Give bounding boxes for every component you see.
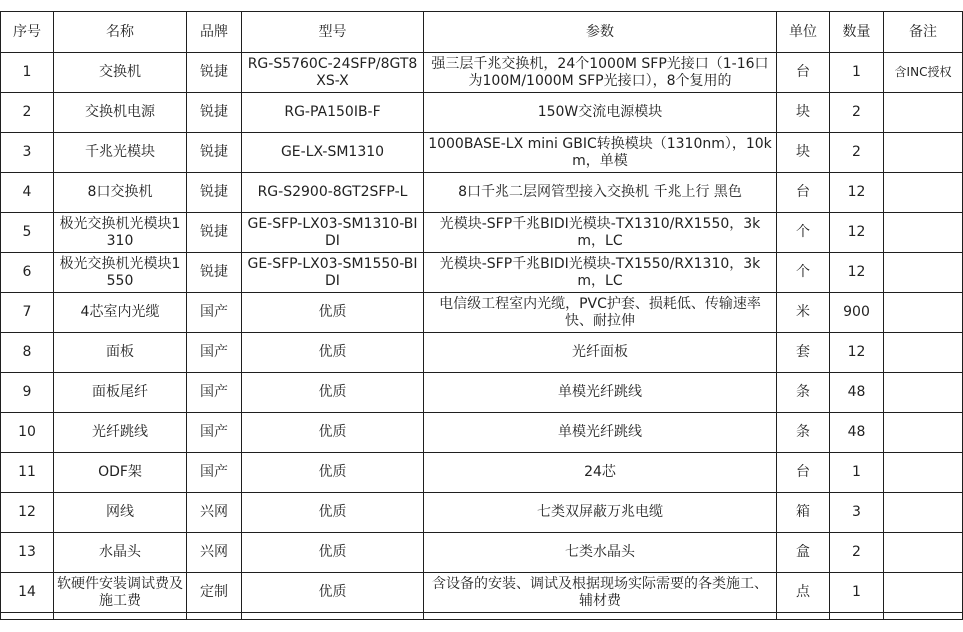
empty-cell[interactable]: [1, 613, 54, 620]
table-row: [1, 53, 963, 93]
header-row: [1, 12, 963, 53]
cell-spec[interactable]: 光纤面板: [424, 333, 777, 373]
cell-note[interactable]: [884, 173, 963, 213]
cell-name[interactable]: 面板: [54, 333, 187, 373]
cell-unit[interactable]: 块: [777, 93, 830, 133]
cell-no[interactable]: 7: [1, 293, 54, 333]
cell-brand[interactable]: 国产: [187, 453, 242, 493]
cell-no[interactable]: 2: [1, 93, 54, 133]
cell-model[interactable]: GE-SFP-LX03-SM1550-BIDI: [242, 253, 424, 293]
cell-name[interactable]: 交换机电源: [54, 93, 187, 133]
cell-brand[interactable]: 兴网: [187, 493, 242, 533]
header-cell-brand[interactable]: 品牌: [187, 12, 242, 53]
empty-cell[interactable]: [830, 613, 884, 620]
cell-qty[interactable]: 1: [830, 573, 884, 613]
empty-cell[interactable]: [424, 613, 777, 620]
cell-qty[interactable]: 1: [830, 453, 884, 493]
header-cell-no[interactable]: 序号: [1, 12, 54, 53]
table-row: [1, 293, 963, 333]
cell-note[interactable]: [884, 93, 963, 133]
cell-note[interactable]: [884, 333, 963, 373]
cell-unit[interactable]: 盒: [777, 533, 830, 573]
cell-qty[interactable]: 1: [830, 53, 884, 93]
table-row: [1, 373, 963, 413]
cell-spec[interactable]: 24芯: [424, 453, 777, 493]
table-row: [1, 213, 963, 253]
table-row: [1, 533, 963, 573]
cell-qty[interactable]: 12: [830, 253, 884, 293]
cell-no[interactable]: 13: [1, 533, 54, 573]
cell-unit[interactable]: 箱: [777, 493, 830, 533]
cell-name[interactable]: 千兆光模块: [54, 133, 187, 173]
cell-unit[interactable]: 套: [777, 333, 830, 373]
cell-note[interactable]: [884, 293, 963, 333]
cell-note[interactable]: [884, 493, 963, 533]
cell-brand[interactable]: 国产: [187, 293, 242, 333]
cell-name[interactable]: 面板尾纤: [54, 373, 187, 413]
cell-no[interactable]: 12: [1, 493, 54, 533]
cell-unit[interactable]: 台: [777, 453, 830, 493]
cell-spec[interactable]: 含设备的安装、调试及根据现场实际需要的各类施工、辅材费: [424, 573, 777, 613]
cell-no[interactable]: 1: [1, 53, 54, 93]
cell-note[interactable]: [884, 453, 963, 493]
cell-no[interactable]: 3: [1, 133, 54, 173]
table-row: [1, 133, 963, 173]
cell-no[interactable]: 10: [1, 413, 54, 453]
cell-brand[interactable]: 锐捷: [187, 93, 242, 133]
cell-brand[interactable]: 锐捷: [187, 253, 242, 293]
cell-brand[interactable]: 锐捷: [187, 133, 242, 173]
cell-name[interactable]: 软硬件安装调试费及施工费: [54, 573, 187, 613]
cell-name[interactable]: 4芯室内光缆: [54, 293, 187, 333]
cell-qty[interactable]: 12: [830, 213, 884, 253]
cell-model[interactable]: 优质: [242, 533, 424, 573]
cell-model[interactable]: RG-PA150IB-F: [242, 93, 424, 133]
cell-qty[interactable]: 2: [830, 533, 884, 573]
cell-model[interactable]: 优质: [242, 413, 424, 453]
cell-spec[interactable]: 电信级工程室内光缆，PVC护套、损耗低、传输速率快、耐拉伸: [424, 293, 777, 333]
cell-model[interactable]: 优质: [242, 333, 424, 373]
cell-brand[interactable]: 国产: [187, 413, 242, 453]
cell-name[interactable]: 极光交换机光模块1550: [54, 253, 187, 293]
header-cell-qty[interactable]: 数量: [830, 12, 884, 53]
cell-unit[interactable]: 点: [777, 573, 830, 613]
table-row: [1, 173, 963, 213]
cell-brand[interactable]: 定制: [187, 573, 242, 613]
cell-model[interactable]: 优质: [242, 493, 424, 533]
empty-cell[interactable]: [884, 613, 963, 620]
cell-spec[interactable]: 单模光纤跳线: [424, 373, 777, 413]
cell-unit[interactable]: 块: [777, 133, 830, 173]
cell-unit[interactable]: 个: [777, 253, 830, 293]
header-cell-note[interactable]: 备注: [884, 12, 963, 53]
cell-qty[interactable]: 900: [830, 293, 884, 333]
cell-note[interactable]: [884, 133, 963, 173]
cell-note[interactable]: [884, 573, 963, 613]
cell-spec[interactable]: 强三层千兆交换机，24个1000M SFP光接口（1-16口为100M/1000M SFP光接口），8个复用的: [424, 53, 777, 93]
cell-qty[interactable]: 12: [830, 333, 884, 373]
cell-qty[interactable]: 48: [830, 373, 884, 413]
cell-name[interactable]: 交换机: [54, 53, 187, 93]
cell-note[interactable]: [884, 533, 963, 573]
cell-unit[interactable]: 个: [777, 213, 830, 253]
cell-no[interactable]: 11: [1, 453, 54, 493]
cell-note[interactable]: 含INC授权: [884, 53, 963, 93]
cell-unit[interactable]: 台: [777, 53, 830, 93]
cell-qty[interactable]: 12: [830, 173, 884, 213]
cell-brand[interactable]: 国产: [187, 373, 242, 413]
cell-name[interactable]: ODF架: [54, 453, 187, 493]
cell-spec[interactable]: 光模块-SFP千兆BIDI光模块-TX1550/RX1310，3km，LC: [424, 253, 777, 293]
cell-model[interactable]: RG-S5760C-24SFP/8GT8XS-X: [242, 53, 424, 93]
header-cell-name[interactable]: 名称: [54, 12, 187, 53]
cell-brand[interactable]: 锐捷: [187, 173, 242, 213]
cell-name[interactable]: 光纤跳线: [54, 413, 187, 453]
table-row-partial: [1, 613, 963, 620]
cell-model[interactable]: GE-SFP-LX03-SM1310-BIDI: [242, 213, 424, 253]
empty-cell[interactable]: [54, 613, 187, 620]
cell-name[interactable]: 水晶头: [54, 533, 187, 573]
cell-brand[interactable]: 锐捷: [187, 213, 242, 253]
header-cell-spec[interactable]: 参数: [424, 12, 777, 53]
empty-cell[interactable]: [187, 613, 242, 620]
cell-model[interactable]: 优质: [242, 453, 424, 493]
table-row: [1, 573, 963, 613]
cell-qty[interactable]: 2: [830, 93, 884, 133]
header-cell-unit[interactable]: 单位: [777, 12, 830, 53]
equipment-table: [0, 11, 963, 620]
cell-spec[interactable]: 8口千兆二层网管型接入交换机 千兆上行 黑色: [424, 173, 777, 213]
cell-qty[interactable]: 48: [830, 413, 884, 453]
table-row: [1, 333, 963, 373]
cell-name[interactable]: 网线: [54, 493, 187, 533]
cell-brand[interactable]: 国产: [187, 333, 242, 373]
cell-unit[interactable]: 条: [777, 373, 830, 413]
cell-no[interactable]: 6: [1, 253, 54, 293]
cell-note[interactable]: [884, 373, 963, 413]
cell-spec[interactable]: 1000BASE-LX mini GBIC转换模块（1310nm），10km，单模: [424, 133, 777, 173]
cell-brand[interactable]: 兴网: [187, 533, 242, 573]
empty-cell[interactable]: [242, 613, 424, 620]
cell-no[interactable]: 4: [1, 173, 54, 213]
cell-note[interactable]: [884, 253, 963, 293]
table-row: [1, 493, 963, 533]
table-row: [1, 253, 963, 293]
cell-qty[interactable]: 2: [830, 133, 884, 173]
cell-note[interactable]: [884, 213, 963, 253]
table-row: [1, 93, 963, 133]
empty-cell[interactable]: [777, 613, 830, 620]
table-row: [1, 453, 963, 493]
header-cell-model[interactable]: 型号: [242, 12, 424, 53]
table-row: [1, 413, 963, 453]
cell-model[interactable]: 优质: [242, 293, 424, 333]
cell-spec[interactable]: 光模块-SFP千兆BIDI光模块-TX1310/RX1550，3km，LC: [424, 213, 777, 253]
cell-model[interactable]: GE-LX-SM1310: [242, 133, 424, 173]
cell-brand[interactable]: 锐捷: [187, 53, 242, 93]
cell-name[interactable]: 8口交换机: [54, 173, 187, 213]
cell-model[interactable]: 优质: [242, 373, 424, 413]
cell-unit[interactable]: 米: [777, 293, 830, 333]
cell-unit[interactable]: 条: [777, 413, 830, 453]
cell-spec[interactable]: 七类双屏蔽万兆电缆: [424, 493, 777, 533]
cell-name[interactable]: 极光交换机光模块1310: [54, 213, 187, 253]
cell-qty[interactable]: 3: [830, 493, 884, 533]
cell-model[interactable]: RG-S2900-8GT2SFP-L: [242, 173, 424, 213]
cell-no[interactable]: 5: [1, 213, 54, 253]
cell-model[interactable]: 优质: [242, 573, 424, 613]
cell-no[interactable]: 9: [1, 373, 54, 413]
cell-spec[interactable]: 七类水晶头: [424, 533, 777, 573]
cell-no[interactable]: 8: [1, 333, 54, 373]
cell-no[interactable]: 14: [1, 573, 54, 613]
cell-spec[interactable]: 单模光纤跳线: [424, 413, 777, 453]
cell-unit[interactable]: 台: [777, 173, 830, 213]
cell-note[interactable]: [884, 413, 963, 453]
cell-spec[interactable]: 150W交流电源模块: [424, 93, 777, 133]
